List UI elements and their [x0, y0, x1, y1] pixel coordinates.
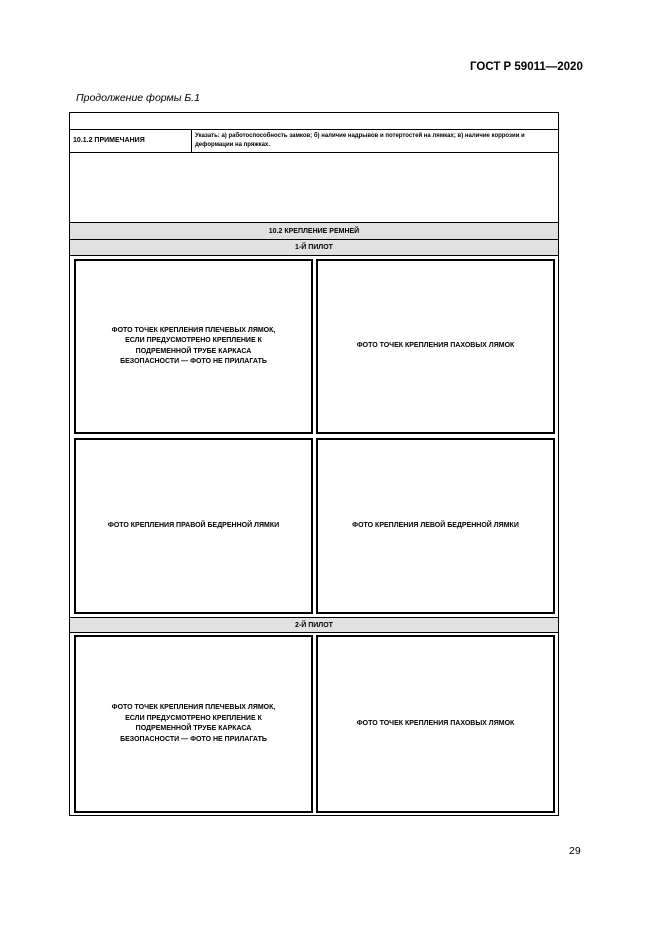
- pilot-2-title: 2-Й ПИЛОТ: [295, 622, 333, 629]
- form-continuation-caption: Продолжение формы Б.1: [76, 92, 200, 104]
- photo-caption: ФОТО ТОЧЕК КРЕПЛЕНИЯ ПЛЕЧЕВЫХ ЛЯМОК, ЕСЛИ ПРЕДУСМОТРЕНО КРЕПЛЕНИЕ К ПОДРЕМЕННОЙ ТРУБЕ КАРКАСА БЕЗОПАСНОСТИ — ФОТО НЕ ПРИЛАГАТЬ: [111, 326, 276, 365]
- photo-placeholder-right-thigh-strap-pilot-1: [74, 438, 313, 614]
- photo-caption: ФОТО КРЕПЛЕНИЯ ПРАВОЙ БЕДРЕННОЙ ЛЯМКИ: [107, 521, 280, 529]
- row-divider: [69, 129, 559, 130]
- pilot-1-band: [70, 240, 558, 256]
- notes-label: 10.1.2 ПРИМЕЧАНИЯ: [73, 137, 145, 144]
- photo-caption: ФОТО ТОЧЕК КРЕПЛЕНИЯ ПЛЕЧЕВЫХ ЛЯМОК, ЕСЛИ ПРЕДУСМОТРЕНО КРЕПЛЕНИЕ К ПОДРЕМЕННОЙ ТРУБЕ КАРКАСА БЕЗОПАСНОСТИ — ФОТО НЕ ПРИЛАГАТЬ: [111, 704, 276, 743]
- section-title-band: [70, 223, 558, 240]
- photo-placeholder-crotch-straps-pilot-2: [316, 635, 555, 813]
- photo-placeholder-left-thigh-strap-pilot-1: [316, 438, 555, 614]
- photo-placeholder-crotch-straps-pilot-1: [316, 259, 555, 434]
- page-number: 29: [569, 845, 581, 857]
- pilot-2-band: [70, 617, 558, 633]
- pilot-1-title: 1-Й ПИЛОТ: [295, 244, 333, 251]
- column-divider: [191, 129, 192, 152]
- notes-instruction: Указать: а) работоспособность замков; б) наличие надрывов и потертостей на лямках; в) наличие коррозии и деформации на пряжках.: [195, 133, 525, 148]
- photo-placeholder-shoulder-straps-pilot-2: [74, 635, 313, 813]
- section-title: 10.2 КРЕПЛЕНИЕ РЕМНЕЙ: [268, 228, 360, 235]
- photo-caption: ФОТО ТОЧЕК КРЕПЛЕНИЯ ПАХОВЫХ ЛЯМОК: [356, 342, 515, 350]
- photo-caption: ФОТО КРЕПЛЕНИЯ ЛЕВОЙ БЕДРЕННОЙ ЛЯМКИ: [352, 521, 519, 529]
- photo-placeholder-shoulder-straps-pilot-1: [74, 259, 313, 434]
- row-divider: [69, 152, 559, 153]
- photo-caption: ФОТО ТОЧЕК КРЕПЛЕНИЯ ПАХОВЫХ ЛЯМОК: [356, 719, 515, 727]
- document-code: ГОСТ Р 59011—2020: [470, 61, 583, 73]
